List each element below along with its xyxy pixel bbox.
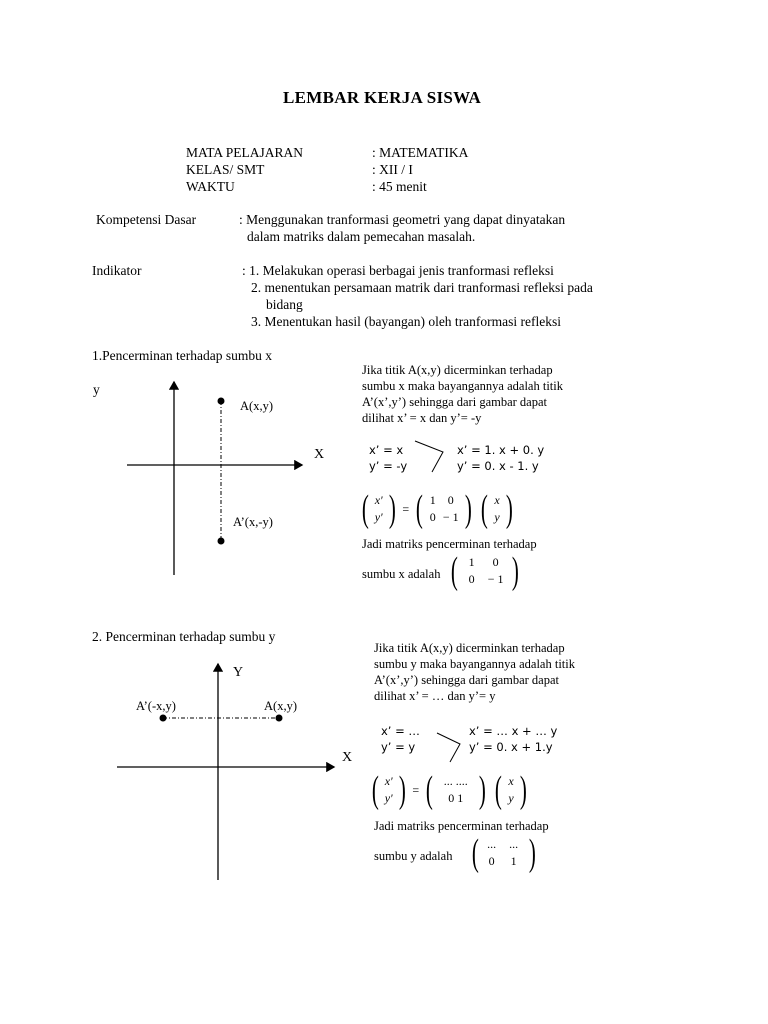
section1-matrix-equation: ( x' y' ) = ( 1 0 0 − 1 ) ( x y ) (361, 488, 513, 530)
section2-m-row2: 0 1 (448, 791, 464, 805)
section1-eq-right-2: y’ = 0. x - 1. y (457, 459, 539, 473)
section2-eq-right-1: x’ = … x + … y (469, 724, 558, 738)
header-value-time: : 45 menit (372, 179, 427, 194)
header-label-subject: MATA PELAJARAN (186, 145, 304, 160)
header-label-class: KELAS/ SMT (186, 162, 265, 177)
section2-point-a-prime-label: A’(-x,y) (136, 699, 176, 713)
section1-eq-right-1: x’ = 1. x + 0. y (457, 443, 545, 457)
section1-eq-left-1: x’ = x (369, 443, 404, 457)
section1-m12: 0 (447, 493, 454, 507)
section1-axis-x-label: X (314, 447, 325, 462)
indikator-line-4: 3. Menentukan hasil (bayangan) oleh tranformasi refleksi (251, 314, 562, 329)
section1-point-a-label: A(x,y) (240, 399, 273, 413)
section2-vec-prime-x: x' (384, 774, 393, 788)
section2-desc-2: sumbu y maka bayangannya adalah titik (374, 657, 575, 671)
section1-result-matrix: ( 1 0 0 − 1 ) (450, 550, 519, 592)
section2-eq-left-2: y’ = y (381, 740, 416, 754)
section2-point-a (276, 715, 283, 722)
section1-vec-prime-y: y' (374, 510, 383, 524)
section2-vec-y: y (508, 791, 514, 805)
section1-desc-1: Jika titik A(x,y) dicerminkan terhadap (362, 363, 553, 377)
section2-desc-3: A’(x’,y’) sehingga dari gambar dapat (374, 673, 559, 687)
section2-axis-y-label: Y (233, 665, 244, 680)
section1-r12: 0 (492, 555, 499, 569)
section2-equals: = (412, 782, 420, 797)
section2-r12: ... (509, 837, 519, 851)
section1-desc-4: dilihat x’ = x dan y’= -y (362, 411, 482, 425)
section2-conclusion: Jadi matriks pencerminan terhadap (374, 819, 549, 833)
section1-point-a-prime (218, 538, 225, 545)
section1-heading: 1.Pencerminan terhadap sumbu x (92, 348, 272, 363)
section1-bracket (415, 441, 443, 472)
section2-eq-right-2: y’ = 0. x + 1.y (469, 740, 553, 754)
indikator-line-2: 2. menentukan persamaan matrik dari tranformasi refleksi pada (251, 280, 593, 295)
header-label-time: WAKTU (186, 179, 235, 194)
kompetensi-line-2: dalam matriks dalam pemecahan masalah. (247, 229, 476, 244)
header-value-class: : XII / I (372, 162, 413, 177)
section1-r22: − 1 (487, 572, 504, 586)
section1-equals: = (402, 501, 410, 516)
section1-desc-2: sumbu x maka bayangannya adalah titik (362, 379, 563, 393)
section1-m11: 1 (429, 493, 436, 507)
section1-r11: 1 (468, 555, 475, 569)
kompetensi-label: Kompetensi Dasar (96, 212, 197, 227)
section2-r11: ... (487, 837, 497, 851)
section2-conclusion-2: sumbu y adalah (374, 849, 453, 863)
section1-r21: 0 (468, 572, 475, 586)
section1-vec-x: x (494, 493, 500, 507)
header-value-subject: : MATEMATIKA (372, 145, 469, 160)
section1-vec-prime-x: x' (374, 493, 383, 507)
section2-eq-left-1: x’ = … (381, 724, 420, 738)
section1-desc-3: A’(x’,y’) sehingga dari gambar dapat (362, 395, 547, 409)
section1-conclusion: Jadi matriks pencerminan terhadap (362, 537, 537, 551)
section1-axis-y-label: y (93, 382, 100, 397)
section1-conclusion-2: sumbu x adalah (362, 567, 441, 581)
section1-point-a-prime-label: A’(x,-y) (233, 515, 273, 529)
section1-point-a (218, 398, 225, 405)
section2-r22: 1 (510, 854, 517, 868)
section2-heading: 2. Pencerminan terhadap sumbu y (92, 629, 276, 644)
section1-vec-y: y (494, 510, 500, 524)
section2-desc-4: dilihat x’ = … dan y’= y (374, 689, 496, 703)
kompetensi-line-1: : Menggunakan tranformasi geometri yang dapat dinyatakan (239, 212, 566, 227)
section2-r21: 0 (488, 854, 495, 868)
indikator-line-1: : 1. Melakukan operasi berbagai jenis tranformasi refleksi (242, 263, 554, 278)
section1-m22: − 1 (442, 510, 459, 524)
page-title: LEMBAR KERJA SISWA (283, 88, 482, 107)
section2-point-a-prime (160, 715, 167, 722)
section1-m21: 0 (429, 510, 436, 524)
section2-point-a-label: A(x,y) (264, 699, 297, 713)
section2-bracket (437, 733, 460, 762)
section2-m-row1: ... .... (443, 774, 468, 788)
section2-result-matrix: ( ... ... 0 1 ) (471, 832, 536, 874)
section2-vec-x: x (508, 774, 514, 788)
section1-eq-left-2: y’ = -y (369, 459, 408, 473)
section2-axis-x-label: X (342, 750, 353, 765)
indikator-line-3: bidang (266, 297, 303, 312)
section2-desc-1: Jika titik A(x,y) dicerminkan terhadap (374, 641, 565, 655)
section2-matrix-equation: ( x' y' ) = ( ... .... 0 1 ) ( x y ) (371, 769, 527, 811)
indikator-label: Indikator (92, 263, 142, 278)
section2-vec-prime-y: y' (384, 791, 393, 805)
